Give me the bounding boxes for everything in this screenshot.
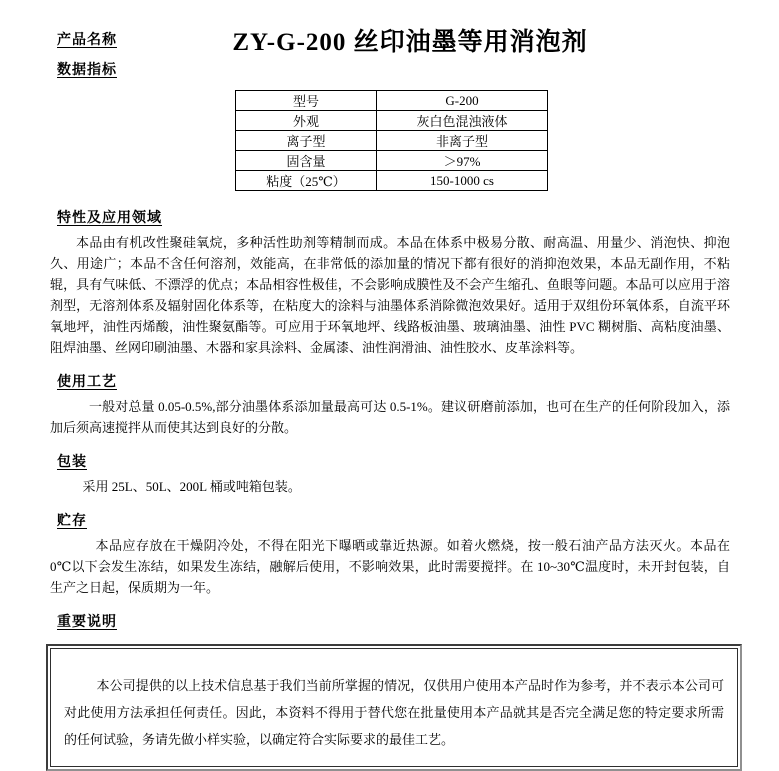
spec-key: 粘度（25℃）	[236, 171, 377, 191]
section-body-features: 本品由有机改性聚硅氧烷，多种活性助剂等精制而成。本品在体系中极易分散、耐高温、用量少、消泡快、抑泡久、用途广；本品不含任何溶剂，效能高，在非常低的添加量的情况下都有很好的消抑泡效果，本品无副作用，不粘辊，具有气味低、不漂浮的优点；本品相容性极佳，不会影响成膜性及不会产生缩孔、鱼眼等问题。本品可以应用于溶剂型，无溶剂体系及辐射固化体系等，在粘度大的涂料与油墨体系消除微泡效果好。适用于双组份环氧体系，自流平环氧地坪，油性丙烯酸，油性聚氨酯等。可应用于环氧地坪、线路板油墨、玻璃油墨、油性 PVC 糊树脂、高粘度油墨、阻焊油墨、丝网印刷油墨、木器和家具涂料、金属漆、油性润滑油、油性胶水、皮革涂料等。	[50, 235, 730, 355]
section-body-notice: 本公司提供的以上技术信息基于我们当前所掌握的情况，仅供用户使用本产品时作为参考，并不表示本公司可对此使用方法承担任何责任。因此，本资料不得用于替代您在批量使用本产品就其是否完全满足您的特定要求所需的任何试验，务请先做小样实验，以确定符合实际要求的最佳工艺。	[64, 678, 724, 747]
section-body-usage: 一般对总量 0.05-0.5%,部分油墨体系添加量最高可达 0.5-1%。建议研磨前添加，也可在生产的任何阶段加入，添加后须高速搅拌从而使其达到良好的分散。	[50, 399, 730, 435]
page-title: ZY-G-200 丝印油墨等用消泡剂	[232, 29, 588, 56]
spec-key: 固含量	[236, 151, 377, 171]
notice-box-inner	[50, 648, 738, 767]
table-row	[236, 171, 548, 191]
spec-key: 外观	[236, 111, 377, 131]
spec-value: 灰白色混浊液体	[377, 111, 548, 131]
spec-value: G-200	[377, 91, 548, 111]
section-heading-storage: 贮存	[57, 514, 87, 529]
table-row	[236, 131, 548, 151]
spec-value: 150-1000 cs	[377, 171, 548, 191]
section-heading-features: 特性及应用领域	[57, 211, 162, 226]
table-row	[236, 151, 548, 171]
section-body-storage: 本品应存放在干燥阴冷处，不得在阳光下曝晒或靠近热源。如着火燃烧，按一般石油产品方法灭火。本品在 0℃以下会发生冻结，如果发生冻结，融解后使用，不影响效果，此时需要搅拌。在 10~30℃温度时，未开封包装，自生产之日起，保质期为一年。	[50, 538, 730, 595]
spec-key: 型号	[236, 91, 377, 111]
spec-value: 非离子型	[377, 131, 548, 151]
spec-key: 离子型	[236, 131, 377, 151]
table-row	[236, 111, 548, 131]
table-row	[236, 91, 548, 111]
data-index-label: 数据指标	[57, 63, 117, 78]
section-heading-notice: 重要说明	[57, 615, 117, 630]
section-heading-usage: 使用工艺	[57, 375, 117, 390]
spec-value: ＞97%	[377, 151, 548, 171]
spec-table	[235, 90, 548, 191]
document-header	[50, 20, 730, 84]
section-body-packaging: 采用 25L、50L、200L 桶或吨箱包装。	[82, 479, 301, 494]
notice-box	[46, 644, 742, 771]
product-name-label: 产品名称	[57, 33, 117, 48]
section-heading-packaging: 包装	[57, 455, 87, 470]
